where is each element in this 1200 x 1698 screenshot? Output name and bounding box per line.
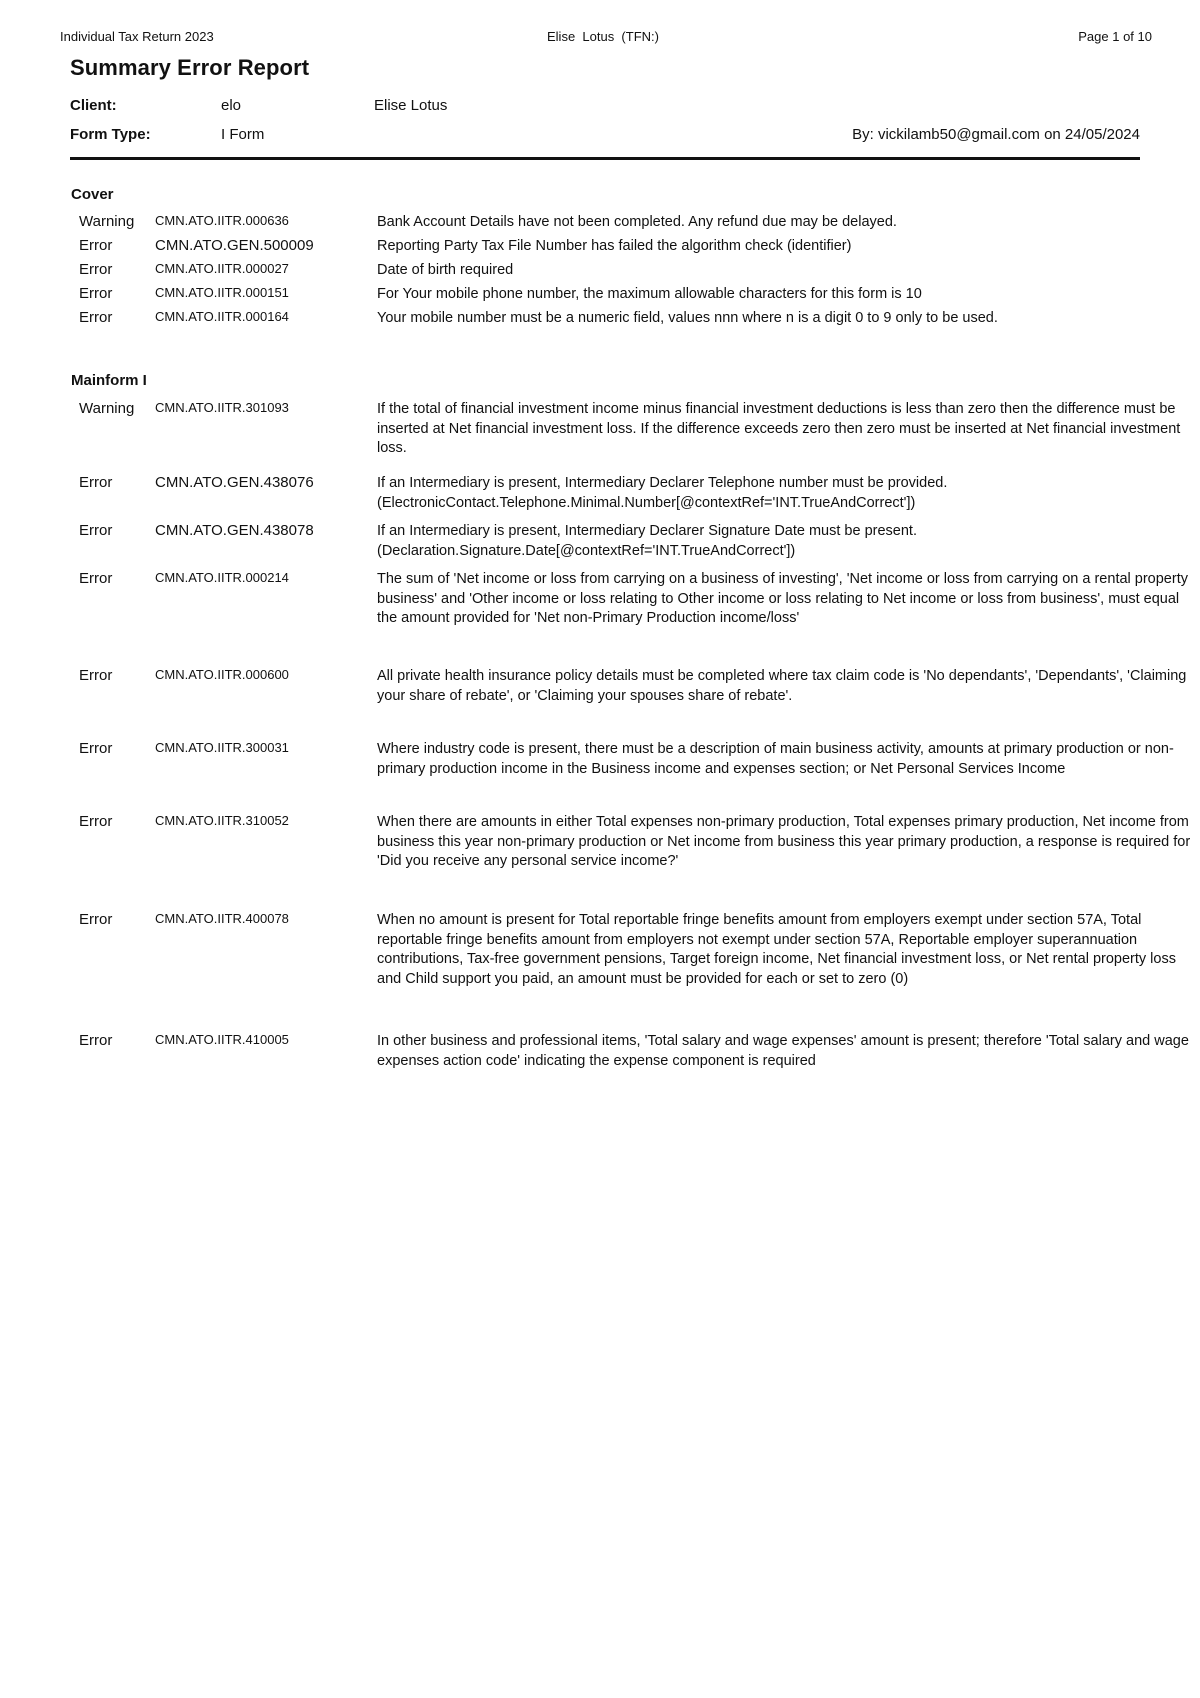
error-code: CMN.ATO.IITR.000151 [155, 285, 289, 300]
error-code: CMN.ATO.IITR.301093 [155, 400, 289, 415]
error-message: When there are amounts in either Total expenses non-primary production, Total expenses primary production, Net income from business this year non-primary production or Net income from business this year primary production, a response is required for 'Did you receive any personal service income?' [377, 814, 1191, 869]
severity-label: Warning [79, 400, 135, 417]
error-message: Reporting Party Tax File Number has failed the algorithm check (identifier) [377, 238, 852, 254]
header-page-number: Page 1 of 10 [1078, 29, 1152, 44]
error-message: All private health insurance policy details must be completed where tax claim code is 'No dependants', 'Dependants', 'Claiming your share of rebate', or 'Claiming your spouses share of rebate'. [377, 668, 1187, 704]
severity-label: Error [79, 309, 113, 326]
error-code: CMN.ATO.IITR.000600 [155, 667, 289, 682]
severity-label: Error [79, 285, 113, 302]
page-title: Summary Error Report [70, 55, 310, 80]
error-code: CMN.ATO.IITR.400078 [155, 911, 289, 926]
severity-label: Error [79, 570, 113, 587]
error-code: CMN.ATO.IITR.310052 [155, 813, 289, 828]
error-message: If the total of financial investment income minus financial investment deductions is less than zero then the difference must be inserted at Net financial investment loss. If the difference exceeds zero then zero must be inserted at Net financial investment loss. [377, 401, 1181, 456]
error-code: CMN.ATO.IITR.300031 [155, 740, 289, 755]
error-code: CMN.ATO.IITR.000636 [155, 213, 289, 228]
error-message: Where industry code is present, there must be a description of main business activity, amounts at primary production or non-primary production income in the Business income and expenses section; or Net Personal Services Income [377, 741, 1174, 777]
prepared-by: By: vickilamb50@gmail.com on 24/05/2024 [852, 126, 1140, 143]
header-divider [70, 157, 1140, 160]
severity-label: Error [79, 1032, 113, 1049]
section-title-mainform: Mainform I [71, 372, 147, 389]
error-code: CMN.ATO.GEN.438076 [155, 474, 314, 491]
header-return-title: Individual Tax Return 2023 [60, 29, 214, 44]
form-type-row [70, 126, 1140, 148]
severity-label: Error [79, 740, 113, 757]
client-name: Elise Lotus [374, 97, 448, 114]
form-type-value: I Form [221, 126, 265, 143]
error-message: When no amount is present for Total reportable fringe benefits amount from employers exempt under section 57A, Total reportable fringe benefits amount from employers not exempt under section 57A, Reportable employer superannuation contributions, Tax-free government pensions, Target foreign income, Net financial investment loss, or Net rental property loss and Child support you paid, an amount must be provided for each or set to zero (0) [377, 912, 1176, 987]
severity-label: Error [79, 813, 113, 830]
error-message: The sum of 'Net income or loss from carrying on a business of investing', 'Net income or loss from carrying on a rental property business' and 'Other income or loss relating to Other income or loss relating to Net income or loss from business', must equal the amount provided for 'Net non-Primary Production income/loss' [377, 571, 1188, 626]
running-header [60, 29, 1152, 49]
client-row [70, 97, 1140, 119]
severity-label: Error [79, 261, 113, 278]
error-code: CMN.ATO.IITR.000214 [155, 570, 289, 585]
error-code: CMN.ATO.IITR.000164 [155, 309, 289, 324]
error-message: Bank Account Details have not been completed. Any refund due may be delayed. [377, 214, 897, 230]
error-message: Date of birth required [377, 262, 514, 278]
severity-label: Error [79, 522, 113, 539]
error-code: CMN.ATO.GEN.438078 [155, 522, 314, 539]
error-message: If an Intermediary is present, Intermediary Declarer Telephone number must be provided. (ElectronicContact.Telephone.Minimal.Number[@contextRef='INT.TrueAndCorrect']) [377, 475, 948, 511]
severity-label: Error [79, 911, 113, 928]
error-code: CMN.ATO.IITR.000027 [155, 261, 289, 276]
error-message: Your mobile number must be a numeric field, values nnn where n is a digit 0 to 9 only to be used. [377, 310, 998, 326]
header-taxpayer: Elise Lotus (TFN:) [547, 29, 659, 44]
section-title-cover: Cover [71, 186, 114, 203]
severity-label: Warning [79, 213, 135, 230]
severity-label: Error [79, 667, 113, 684]
error-message: For Your mobile phone number, the maximum allowable characters for this form is 10 [377, 286, 922, 302]
severity-label: Error [79, 474, 113, 491]
error-message: In other business and professional items, 'Total salary and wage expenses' amount is present; therefore 'Total salary and wage expenses action code' indicating the expense component is required [377, 1033, 1189, 1069]
severity-label: Error [79, 237, 113, 254]
error-message: If an Intermediary is present, Intermediary Declarer Signature Date must be present. (Declaration.Signature.Date[@contextRef='INT.TrueAndCorrect']) [377, 523, 917, 559]
error-code: CMN.ATO.IITR.410005 [155, 1032, 289, 1047]
client-label: Client: [70, 97, 117, 114]
error-code: CMN.ATO.GEN.500009 [155, 237, 314, 254]
client-code: elo [221, 97, 242, 114]
form-type-label: Form Type: [70, 126, 151, 143]
